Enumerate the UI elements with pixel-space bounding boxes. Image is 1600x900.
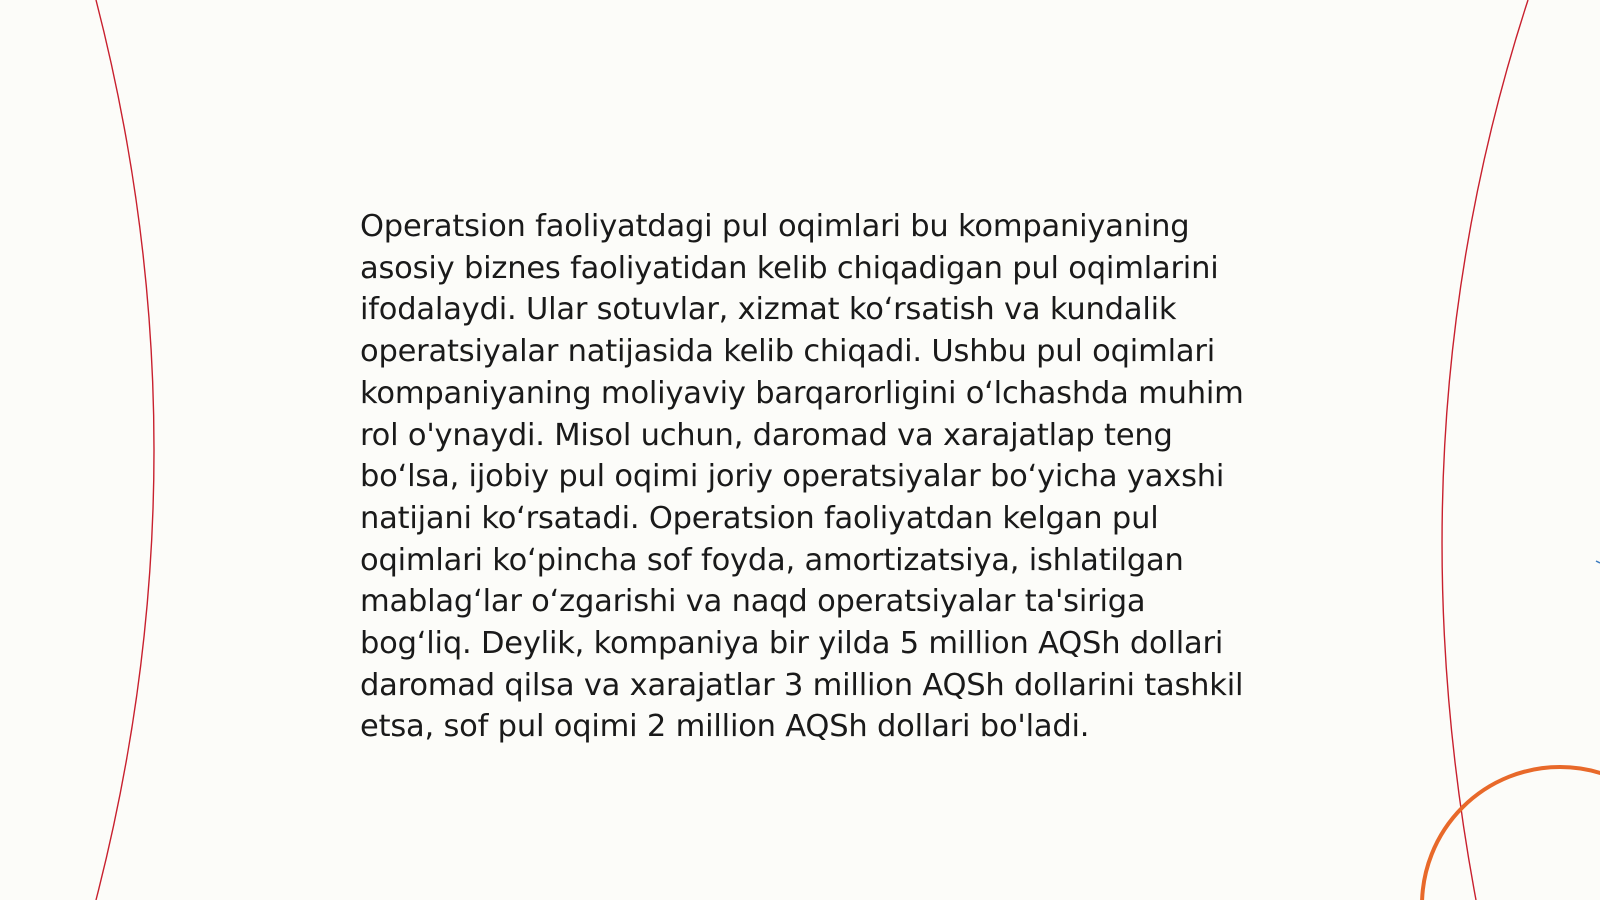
orange-arc	[1422, 767, 1600, 900]
left-curve	[96, 0, 154, 900]
right-edge-tick	[1596, 561, 1600, 563]
body-paragraph: Operatsion faoliyatdagi pul oqimlari bu kompaniyaning asosiy biznes faoliyatidan kelib chiqadigan pul oqimlarini ifodalaydi. Ular sotuvlar, xizmat ko‘rsatish va kundalik operatsiyalar natijasida kelib chiqadi. Ushbu pul oqimlari kompaniyaning moliyaviy barqarorligini o‘lchashda muhim rol o'ynaydi. Misol uchun, daromad va xarajatlap teng bo‘lsa, ijobiy pul oqimi joriy operatsiyalar bo‘yicha yaxshi natijani ko‘rsatadi. Operatsion faoliyatdan kelgan pul oqimlari ko‘pincha sof foyda, amortizatsiya, ishlatilgan mablag‘lar o‘zgarishi va naqd operatsiyalar ta'siriga bog‘liq. Deylik, kompaniya bir yilda 5 million AQSh dollari daromad qilsa va xarajatlar 3 million AQSh dollarini tashkil etsa, sof pul oqimi 2 million AQSh dollari bo'ladi.	[360, 209, 1244, 745]
right-curve	[1442, 0, 1528, 900]
